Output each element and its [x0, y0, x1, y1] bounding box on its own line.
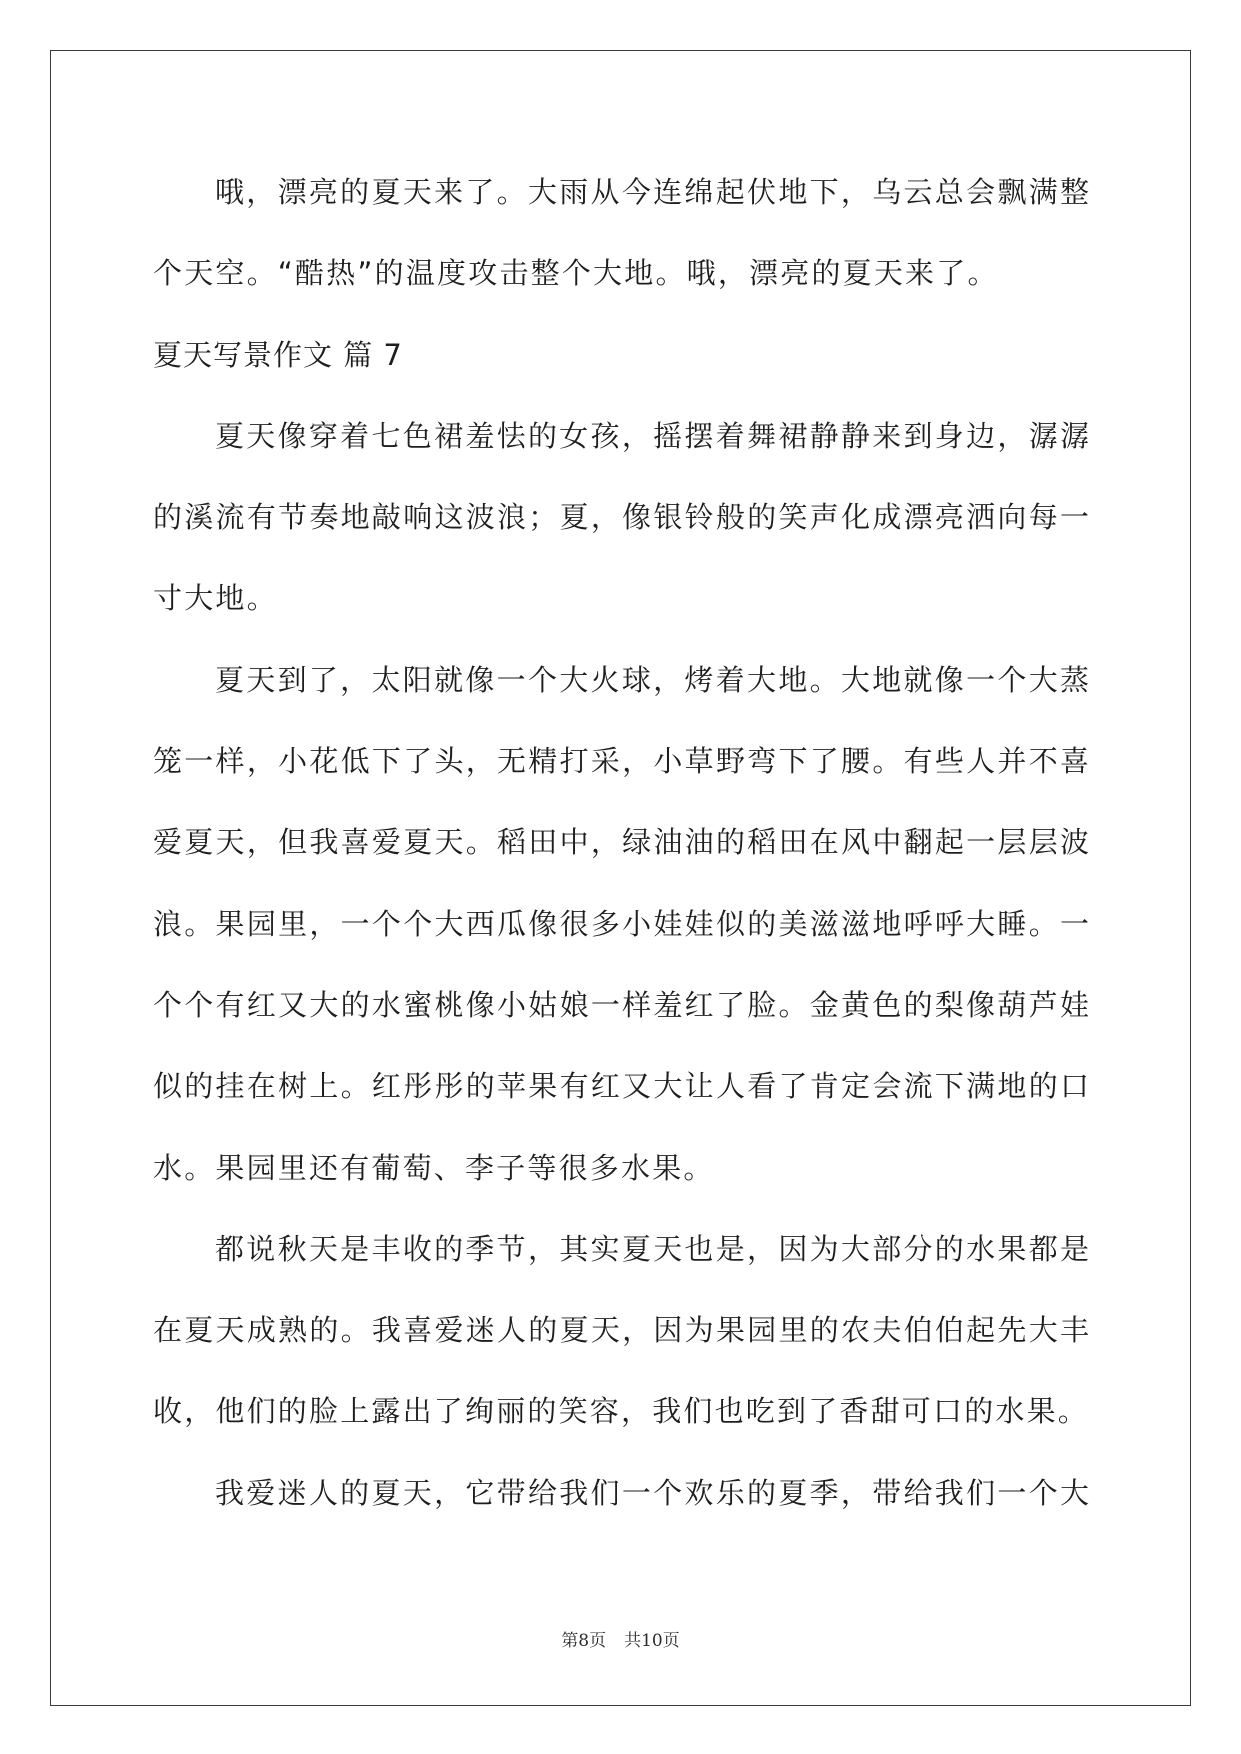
text-line: 个天空。“酷热”的温度攻击整个大地。哦，漂亮的夏天来了。	[153, 256, 999, 291]
text-line: 浪。果园里，一个个大西瓜像很多小娃娃似的美滋滋地呼呼大睡。一	[153, 906, 1089, 941]
text-line: 夏天像穿着七色裙羞怯的女孩，摇摆着舞裙静静来到身边，潺潺	[215, 418, 1089, 453]
text-line: 我爱迷人的夏天，它带给我们一个欢乐的夏季，带给我们一个大	[215, 1475, 1089, 1510]
section-heading: 夏天写景作文 篇 7	[153, 337, 403, 372]
text-line: 在夏天成熟的。我喜爱迷人的夏天，因为果园里的农夫伯伯起先大丰	[153, 1313, 1089, 1348]
text-line: 的溪流有节奏地敲响这波浪；夏，像银铃般的笑声化成漂亮洒向每一	[153, 500, 1089, 535]
paragraph-5	[153, 1453, 1089, 1534]
document-body	[153, 152, 1089, 1534]
text-line: 似的挂在树上。红彤彤的苹果有红又大让人看了肯定会流下满地的口	[153, 1069, 1089, 1104]
text-line: 水。果园里还有葡萄、李子等很多水果。	[153, 1150, 715, 1185]
text-line: 个个有红又大的水蜜桃像小姑娘一样羞红了脸。金黄色的梨像葫芦娃	[153, 987, 1089, 1022]
text-line: 寸大地。	[153, 581, 278, 616]
current-page-number: 第8页	[561, 1631, 607, 1651]
paragraph-2	[153, 396, 1089, 640]
text-line: 笼一样，小花低下了头，无精打采，小草野弯下了腰。有些人并不喜	[153, 744, 1089, 779]
total-page-count: 共10页	[624, 1631, 680, 1651]
text-line: 夏天到了，太阳就像一个大火球，烤着大地。大地就像一个大蒸	[215, 662, 1089, 697]
text-line: 爱夏天，但我喜爱夏天。稻田中，绿油油的稻田在风中翻起一层层波	[153, 825, 1089, 860]
paragraph-3	[153, 640, 1089, 1209]
text-line: 收，他们的脸上露出了绚丽的笑容，我们也吃到了香甜可口的水果。	[153, 1394, 1089, 1429]
text-line: 都说秋天是丰收的季节，其实夏天也是，因为大部分的水果都是	[215, 1231, 1089, 1266]
page-footer	[0, 1626, 1241, 1651]
paragraph-1	[153, 152, 1089, 315]
paragraph-4	[153, 1209, 1089, 1453]
text-line: 哦，漂亮的夏天来了。大雨从今连绵起伏地下，乌云总会飘满整	[215, 175, 1089, 209]
